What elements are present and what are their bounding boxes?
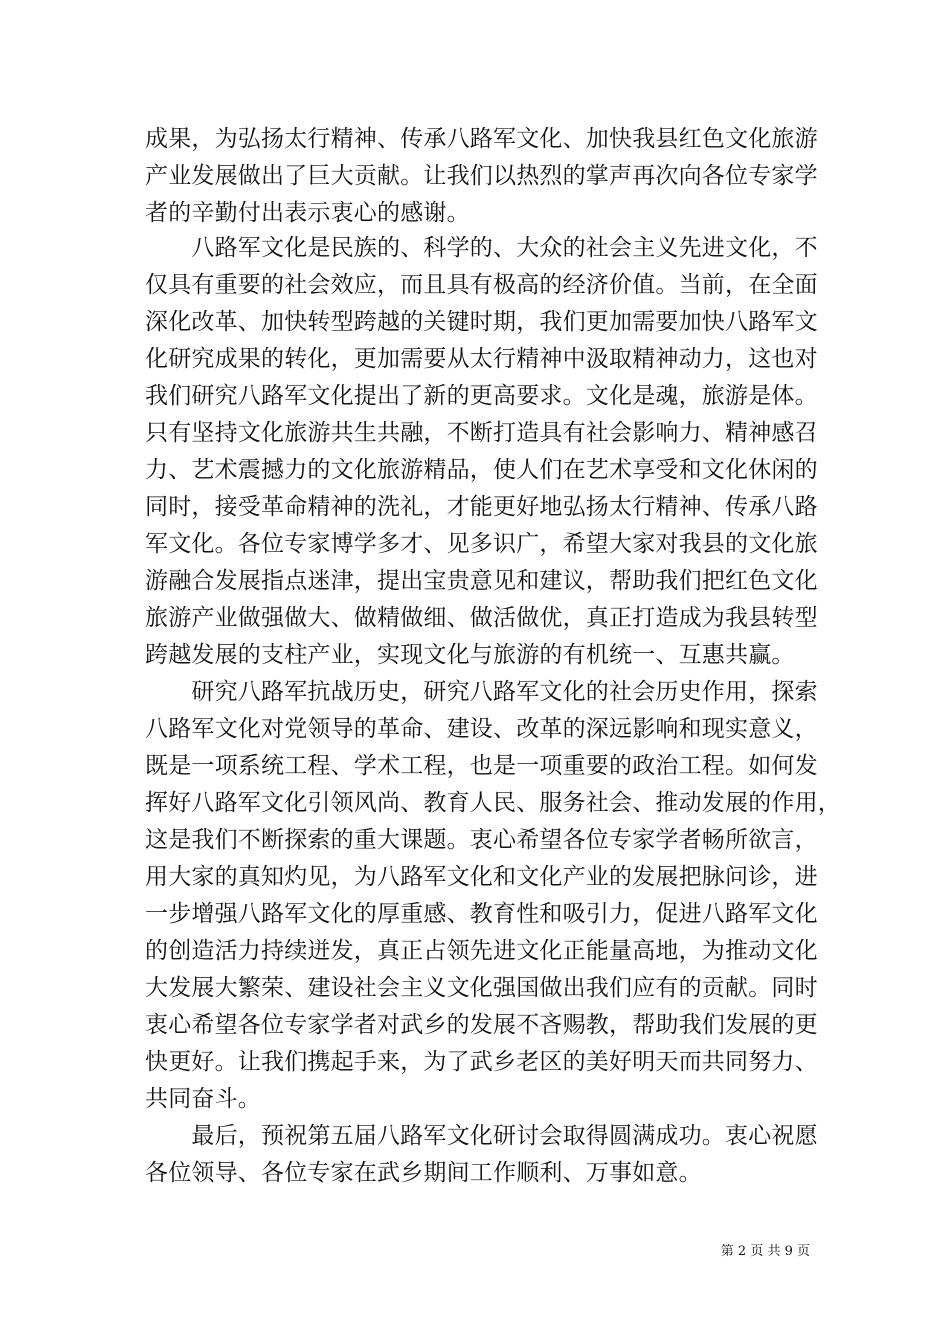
text-line: 力、艺术震撼力的文化旅游精品，使人们在艺术享受和文化休闲的 (145, 457, 818, 483)
text-line: 挥好八路军文化引领风尚、教育人民、服务社会、推动发展的作用， (145, 790, 841, 816)
text-line: 的创造活力持续迸发，真正占领先进文化正能量高地，为推动文化 (145, 938, 818, 964)
text-line: 一步增强八路军文化的厚重感、教育性和吸引力，促进八路军文化 (145, 901, 818, 927)
text-line: 衷心希望各位专家学者对武乡的发展不吝赐教，帮助我们发展的更 (145, 1012, 818, 1038)
text-line: 跨越发展的支柱产业，实现文化与旅游的有机统一、互惠共赢。 (145, 642, 795, 668)
text-line: 这是我们不断探索的重大课题。衷心希望各位专家学者畅所欲言， (145, 827, 818, 853)
text-line: 用大家的真知灼见，为八路军文化和文化产业的发展把脉问诊，进 (145, 864, 818, 890)
text-line: 八路军文化对党领导的革命、建设、改革的深远影响和现实意义， (145, 716, 818, 742)
text-line: 各位领导、各位专家在武乡期间工作顺利、万事如意。 (145, 1160, 702, 1186)
text-line: 深化改革、加快转型跨越的关键时期，我们更加需要加快八路军文 (145, 309, 818, 335)
text-line: 八路军文化是民族的、科学的、大众的社会主义先进文化，不 (145, 235, 818, 261)
text-line: 同时，接受革命精神的洗礼，才能更好地弘扬太行精神、传承八路 (145, 494, 818, 520)
text-line: 产业发展做出了巨大贡献。让我们以热烈的掌声再次向各位专家学 (145, 163, 818, 189)
text-line: 军文化。各位专家博学多才、见多识广，希望大家对我县的文化旅 (145, 531, 818, 557)
text-line: 旅游产业做强做大、做精做细、做活做优，真正打造成为我县转型 (145, 605, 818, 631)
text-line: 既是一项系统工程、学术工程，也是一项重要的政治工程。如何发 (145, 753, 818, 779)
text-line: 游融合发展指点迷津，提出宝贵意见和建议，帮助我们把红色文化 (145, 568, 818, 594)
text-line: 仅具有重要的社会效应，而且具有极高的经济价值。当前，在全面 (145, 272, 818, 298)
text-line: 者的辛勤付出表示衷心的感谢。 (145, 200, 470, 226)
text-line: 共同奋斗。 (145, 1086, 261, 1112)
text-line: 大发展大繁荣、建设社会主义文化强国做出我们应有的贡献。同时 (145, 975, 818, 1001)
text-line: 成果，为弘扬太行精神、传承八路军文化、加快我县红色文化旅游 (145, 126, 818, 152)
page-number: 第 2 页 共 9 页 (720, 1244, 810, 1259)
text-line: 快更好。让我们携起手来，为了武乡老区的美好明天而共同努力、 (145, 1049, 818, 1075)
text-line: 我们研究八路军文化提出了新的更高要求。文化是魂，旅游是体。 (145, 383, 818, 409)
text-line: 化研究成果的转化，更加需要从太行精神中汲取精神动力，这也对 (145, 346, 818, 372)
text-line: 只有坚持文化旅游共生共融，不断打造具有社会影响力、精神感召 (145, 420, 818, 446)
text-line: 研究八路军抗战历史，研究八路军文化的社会历史作用，探索 (145, 679, 818, 705)
text-line: 最后，预祝第五届八路军文化研讨会取得圆满成功。衷心祝愿 (145, 1123, 818, 1149)
